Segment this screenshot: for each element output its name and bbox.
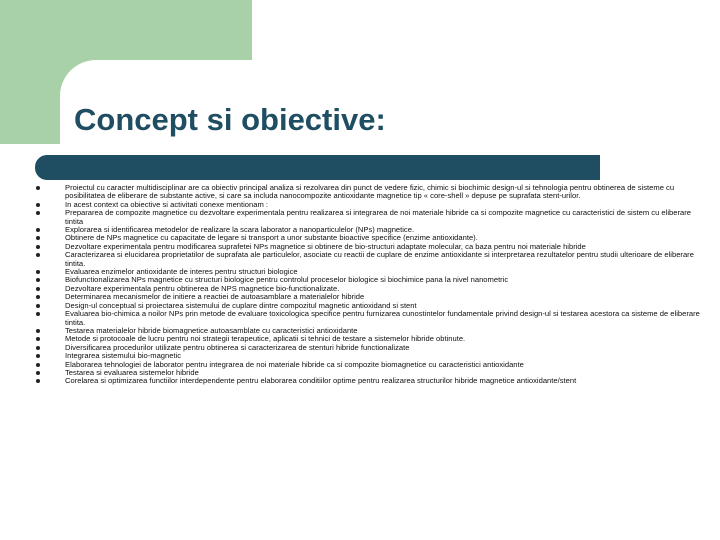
bullet-text: Caracterizarea si elucidarea proprietatilor de suprafata ale particulelor, asociate cu reactii de cuplare de enzime antioxidante si interpretarea rezultatelor pentru studii ulterioare de eliberare tintita.	[65, 250, 694, 268]
bullet-item	[36, 310, 708, 327]
bullet-dot-icon	[36, 329, 40, 333]
bullet-dot-icon	[36, 363, 40, 367]
bullet-dot-icon	[36, 287, 40, 291]
bullet-text: Dezvoltare experimentala pentru obtinerea de NPS magnetice bio-functionalizate.	[65, 283, 340, 293]
bullet-text: Integrarea sistemului bio-magnetic	[65, 351, 182, 361]
bullet-dot-icon	[36, 278, 40, 282]
bullet-dot-icon	[36, 203, 40, 207]
bullet-text: Evaluarea enzimelor antioxidante de interes pentru structuri biologice	[65, 267, 298, 277]
bullet-item	[36, 377, 708, 385]
bullet-text: Elaborarea tehnologiei de laborator pentru integrarea de noi materiale hibride ca si compozite biomagnetice cu caracteristici antioxidante	[65, 359, 524, 369]
bullet-text: Proiectul cu caracter multidisciplinar are ca obiectiv principal analiza si rezolvarea din punct de vedere fizic, chimic si biochimic design-ul si tehnologia pentru obtinerea de sisteme cu posibilitatea de eliberare de substante active, si care sa includa nanocompozite antioxidante magnetice tip « core-shell » depuse pe suprafata stent-urilor.	[65, 183, 675, 201]
bullet-dot-icon	[36, 337, 40, 341]
bullet-text: Diversificarea procedurilor utilizate pentru obtinerea si caracterizarea de stenturi hibride functionalizate	[65, 342, 410, 352]
bullet-text: Testarea si evaluarea sistemelor hibride	[65, 367, 199, 377]
bullet-text: Evaluarea bio-chimica a noilor NPs prin metode de evaluare toxicologica specifice pentru furnizarea cunostintelor fundamentale privind design-ul si testarea acestora ca sisteme de eliberare tintita.	[65, 309, 700, 327]
bullet-dot-icon	[36, 211, 40, 215]
bullet-list	[36, 184, 708, 386]
bullet-dot-icon	[36, 245, 40, 249]
bullet-text: Corelarea si optimizarea functiilor interdependente pentru elaborarea conditiilor optime pentru realizarea structurilor hibride magnetice antioxidante/stent	[65, 376, 577, 386]
bullet-dot-icon	[36, 228, 40, 232]
bullet-text: Explorarea si identificarea metodelor de realizare la scara laborator a nanoparticulelor (NPs) magnetice.	[65, 225, 415, 235]
bullet-text: Determinarea mecanismelor de initiere a reactiei de autoasamblare a materialelor hibride	[65, 292, 365, 302]
bullet-dot-icon	[36, 236, 40, 240]
bullet-dot-icon	[36, 304, 40, 308]
title-divider-bar	[35, 155, 600, 180]
bullet-dot-icon	[36, 186, 40, 190]
bullet-item	[36, 184, 708, 201]
bullet-text: Metode si protocoale de lucru pentru noi strategii terapeutice, aplicatii si tehnici de testare a sistemelor hibride obtinute.	[65, 334, 466, 344]
bullet-dot-icon	[36, 379, 40, 383]
bullet-dot-icon	[36, 312, 40, 316]
bullet-text: In acest context ca obiective si activitati conexe mentionam :	[65, 199, 269, 209]
bullet-text: Biofunctionalizarea NPs magnetice cu structuri biologice pentru controlul proceselor biologice si biochimice pana la nivel nanometric	[65, 275, 509, 285]
bullet-dot-icon	[36, 371, 40, 375]
bullet-item	[36, 251, 708, 268]
bullet-dot-icon	[36, 253, 40, 257]
bullet-text: Obtinere de NPs magnetice cu capacitate de legare si transport a unor substante bioactive specifice (enzime antioxidante).	[65, 233, 478, 243]
bullet-text: Prepararea de compozite magnetice cu dezvoltare experimentala pentru realizarea si integrarea de noi materiale hibride ca si compozite magnetice cu caracteristici de sistem cu eliberare tintita	[65, 208, 691, 226]
bullet-text: Design-ul conceptual si proiectarea sistemului de cuplare dintre compozitul magnetic antioxidand si stent	[65, 300, 417, 310]
bullet-item	[36, 209, 708, 226]
bullet-dot-icon	[36, 270, 40, 274]
bullet-text: Testarea materialelor hibride biomagnetice autoasamblate cu caracteristici antioxidante	[65, 325, 358, 335]
bullet-dot-icon	[36, 295, 40, 299]
bullet-dot-icon	[36, 346, 40, 350]
bullet-text: Dezvoltare experimentala pentru modificarea suprafetei NPs magnetice si obtinere de bio-structuri adaptate molecular, ca baza pentru noi materiale hibride	[65, 241, 586, 251]
slide-title: Concept si obiective:	[74, 102, 386, 137]
bullet-dot-icon	[36, 354, 40, 358]
